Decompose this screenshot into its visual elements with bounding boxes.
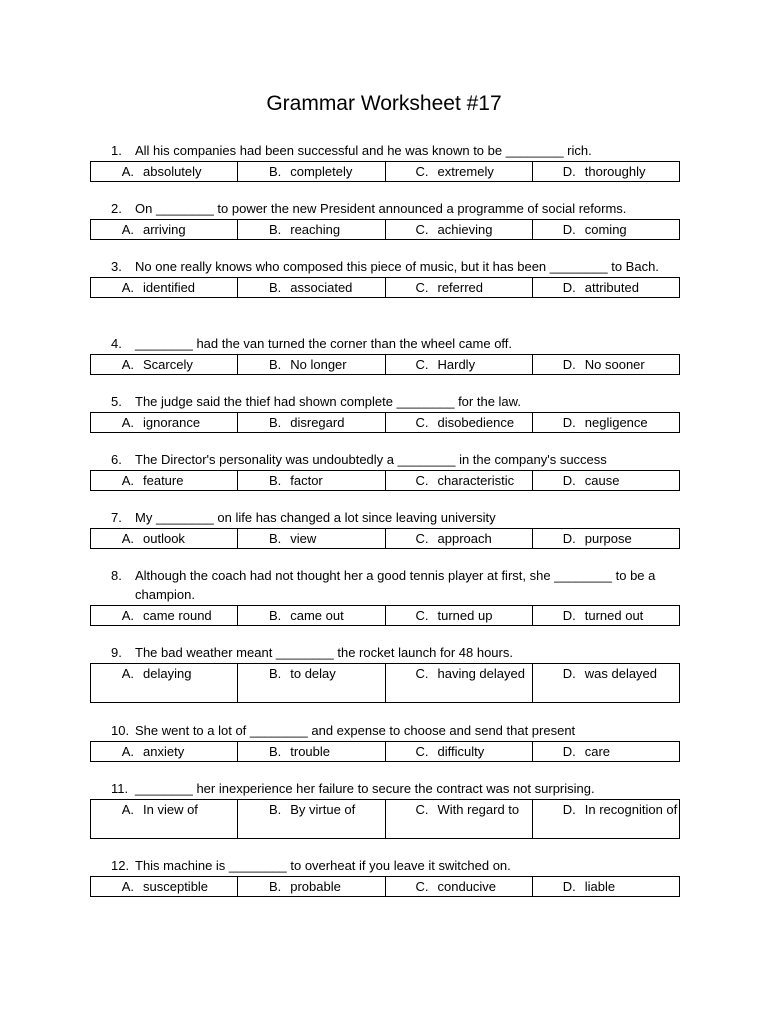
option-letter: A. — [121, 164, 134, 179]
answer-option-d[interactable] — [533, 220, 679, 239]
option-letter: A. — [121, 531, 134, 546]
question-2 — [90, 199, 680, 240]
question-number: 1. — [111, 143, 122, 158]
question-1 — [90, 141, 680, 182]
question-9 — [90, 643, 680, 703]
answer-option-a[interactable] — [91, 529, 238, 548]
question-number: 5. — [111, 394, 122, 409]
answer-option-b[interactable] — [238, 220, 385, 239]
question-10 — [90, 721, 680, 762]
option-letter: B. — [268, 608, 282, 623]
option-letter: A. — [121, 357, 134, 372]
answer-option-c[interactable] — [386, 800, 533, 838]
answer-options — [90, 412, 680, 433]
option-letter: B. — [268, 164, 282, 179]
option-text: With regard to — [437, 802, 520, 817]
question-number: 6. — [111, 452, 122, 467]
question-stem — [90, 334, 680, 353]
option-letter: D. — [562, 473, 576, 488]
option-letter: C. — [415, 280, 429, 295]
option-letter: D. — [562, 415, 576, 430]
option-text: No longer — [290, 357, 347, 372]
option-text: characteristic — [437, 473, 515, 488]
option-letter: B. — [268, 802, 282, 817]
question-text: ________ her inexperience her failure to secure the contract was not surprising. — [135, 781, 595, 796]
option-text: came out — [290, 608, 344, 623]
answer-option-c[interactable] — [386, 877, 533, 896]
option-text: Scarcely — [143, 357, 193, 372]
option-text: probable — [290, 879, 341, 894]
option-letter: C. — [415, 222, 429, 237]
option-letter: D. — [562, 666, 576, 681]
option-letter: B. — [268, 666, 282, 681]
option-text: view — [290, 531, 317, 546]
option-letter: B. — [268, 280, 282, 295]
question-number: 9. — [111, 645, 122, 660]
answer-option-d[interactable] — [533, 800, 679, 838]
option-letter: D. — [562, 280, 576, 295]
option-text: difficulty — [437, 744, 485, 759]
question-text: ________ had the van turned the corner than the wheel came off. — [135, 336, 513, 351]
question-number: 4. — [111, 336, 122, 351]
option-text: extremely — [437, 164, 494, 179]
option-text: came round — [143, 608, 212, 623]
answer-option-d[interactable] — [533, 162, 679, 181]
answer-options — [90, 741, 680, 762]
option-text: absolutely — [143, 164, 202, 179]
option-text: care — [584, 744, 611, 759]
option-text: trouble — [290, 744, 330, 759]
option-letter: A. — [121, 280, 134, 295]
option-letter: C. — [415, 608, 429, 623]
question-stem — [90, 392, 680, 411]
answer-option-b[interactable] — [238, 664, 385, 702]
option-text: outlook — [143, 531, 185, 546]
answer-option-d[interactable] — [533, 529, 679, 548]
option-text: having delayed — [437, 666, 525, 681]
option-text: No sooner — [584, 357, 645, 372]
answer-option-a[interactable] — [91, 742, 238, 761]
option-text: associated — [290, 280, 353, 295]
option-letter: D. — [562, 357, 576, 372]
option-text: thoroughly — [584, 164, 646, 179]
answer-options — [90, 663, 680, 703]
option-text: turned up — [437, 608, 493, 623]
question-text: On ________ to power the new President announced a programme of social reforms. — [135, 201, 627, 216]
option-text: attributed — [584, 280, 639, 295]
answer-options — [90, 277, 680, 298]
answer-option-c[interactable] — [386, 529, 533, 548]
question-text: This machine is ________ to overheat if you leave it switched on. — [135, 858, 511, 873]
option-text: arriving — [143, 222, 186, 237]
option-letter: C. — [415, 415, 429, 430]
option-text: anxiety — [143, 744, 185, 759]
option-letter: C. — [415, 357, 429, 372]
answer-option-c[interactable] — [386, 355, 533, 374]
answer-option-c[interactable] — [386, 278, 533, 297]
question-4 — [90, 334, 680, 375]
answer-option-a[interactable] — [91, 471, 238, 490]
question-stem — [90, 508, 680, 527]
option-text: coming — [584, 222, 627, 237]
question-number: 7. — [111, 510, 122, 525]
option-text: susceptible — [143, 879, 209, 894]
answer-option-a[interactable] — [91, 664, 238, 702]
answer-option-d[interactable] — [533, 413, 679, 432]
question-text: The judge said the thief had shown complete ________ for the law. — [135, 394, 521, 409]
option-text: delaying — [143, 666, 192, 681]
option-letter: A. — [121, 473, 134, 488]
option-letter: C. — [415, 164, 429, 179]
option-letter: C. — [415, 744, 429, 759]
option-letter: D. — [562, 222, 576, 237]
question-text: The Director's personality was undoubtedly a ________ in the company's success — [135, 452, 607, 467]
answer-options — [90, 799, 680, 839]
answer-options — [90, 528, 680, 549]
question-stem — [90, 856, 680, 875]
option-text: achieving — [437, 222, 493, 237]
option-letter: A. — [121, 415, 134, 430]
question-number: 11. — [111, 781, 129, 796]
option-text: liable — [584, 879, 616, 894]
answer-option-b[interactable] — [238, 742, 385, 761]
option-letter: D. — [562, 164, 576, 179]
answer-option-d[interactable] — [533, 355, 679, 374]
option-letter: C. — [415, 473, 429, 488]
option-text: reaching — [290, 222, 341, 237]
option-letter: B. — [268, 415, 282, 430]
question-number: 10. — [111, 723, 130, 738]
option-text: In view of — [143, 802, 198, 817]
question-stem — [90, 450, 680, 469]
answer-options — [90, 876, 680, 897]
option-letter: B. — [268, 531, 282, 546]
answer-option-d[interactable] — [533, 471, 679, 490]
question-11 — [90, 779, 680, 839]
option-text: identified — [143, 280, 196, 295]
option-letter: C. — [415, 531, 429, 546]
answer-options — [90, 605, 680, 626]
question-8 — [90, 566, 680, 626]
answer-option-c[interactable] — [386, 606, 533, 625]
question-stem — [90, 643, 680, 662]
question-text: She went to a lot of ________ and expense to choose and send that present — [135, 723, 576, 738]
answer-option-d[interactable] — [533, 664, 679, 702]
question-3 — [90, 257, 680, 298]
question-stem — [90, 566, 680, 604]
question-stem — [90, 141, 680, 160]
question-stem — [90, 257, 680, 276]
option-letter: C. — [415, 879, 429, 894]
answer-option-d[interactable] — [533, 742, 679, 761]
answer-option-c[interactable] — [386, 413, 533, 432]
question-text: The bad weather meant ________ the rocket launch for 48 hours. — [135, 645, 513, 660]
option-text: disobedience — [437, 415, 515, 430]
option-text: feature — [143, 473, 184, 488]
question-5 — [90, 392, 680, 433]
answer-option-c[interactable] — [386, 742, 533, 761]
option-text: conducive — [437, 879, 497, 894]
option-text: completely — [290, 164, 353, 179]
question-stem — [90, 199, 680, 218]
option-text: referred — [437, 280, 484, 295]
answer-option-b[interactable] — [238, 278, 385, 297]
answer-option-b[interactable] — [238, 606, 385, 625]
option-letter: D. — [562, 879, 576, 894]
question-text: My ________ on life has changed a lot since leaving university — [135, 510, 496, 525]
option-text: disregard — [290, 415, 345, 430]
answer-option-a[interactable] — [91, 606, 238, 625]
option-letter: D. — [562, 802, 576, 817]
question-stem — [90, 779, 680, 798]
question-text: All his companies had been successful and he was known to be ________ rich. — [135, 143, 592, 158]
option-text: turned out — [584, 608, 644, 623]
option-letter: B. — [268, 222, 282, 237]
option-text: was delayed — [584, 666, 658, 681]
question-number: 12. — [111, 858, 130, 873]
question-text: Although the coach had not thought her a good tennis player at first, she ________ to be a champion. — [135, 568, 656, 602]
answer-option-a[interactable] — [91, 220, 238, 239]
question-number: 3. — [111, 259, 122, 274]
option-text: to delay — [290, 666, 336, 681]
answer-option-a[interactable] — [91, 877, 238, 896]
option-text: factor — [290, 473, 323, 488]
answer-option-a[interactable] — [91, 355, 238, 374]
option-text: cause — [584, 473, 620, 488]
answer-option-b[interactable] — [238, 162, 385, 181]
option-text: By virtue of — [290, 802, 356, 817]
option-letter: B. — [268, 473, 282, 488]
option-letter: B. — [268, 357, 282, 372]
answer-option-d[interactable] — [533, 278, 679, 297]
option-letter: A. — [121, 802, 134, 817]
answer-option-a[interactable] — [91, 413, 238, 432]
answer-option-a[interactable] — [91, 800, 238, 838]
answer-option-d[interactable] — [533, 606, 679, 625]
option-text: ignorance — [143, 415, 201, 430]
option-letter: C. — [415, 802, 429, 817]
question-number: 2. — [111, 201, 122, 216]
option-letter: C. — [415, 666, 429, 681]
answer-option-d[interactable] — [533, 877, 679, 896]
answer-option-b[interactable] — [238, 355, 385, 374]
option-letter: B. — [268, 744, 282, 759]
option-letter: D. — [562, 744, 576, 759]
answer-options — [90, 470, 680, 491]
answer-option-c[interactable] — [386, 220, 533, 239]
option-letter: A. — [121, 608, 134, 623]
option-letter: A. — [121, 666, 134, 681]
answer-option-a[interactable] — [91, 162, 238, 181]
option-letter: B. — [268, 879, 282, 894]
answer-options — [90, 219, 680, 240]
option-letter: A. — [121, 222, 134, 237]
answer-option-c[interactable] — [386, 664, 533, 702]
option-text: purpose — [584, 531, 632, 546]
option-text: negligence — [584, 415, 648, 430]
question-12 — [90, 856, 680, 897]
question-number: 8. — [111, 568, 122, 583]
answer-option-b[interactable] — [238, 529, 385, 548]
answer-option-c[interactable] — [386, 162, 533, 181]
option-letter: D. — [562, 531, 576, 546]
question-7 — [90, 508, 680, 549]
answer-option-b[interactable] — [238, 800, 385, 838]
question-6 — [90, 450, 680, 491]
answer-option-a[interactable] — [91, 278, 238, 297]
answer-option-b[interactable] — [238, 877, 385, 896]
option-text: In recognition of — [584, 802, 678, 817]
question-text: No one really knows who composed this piece of music, but it has been ________ to Bach. — [135, 259, 659, 274]
page-title: Grammar Worksheet #17 — [266, 92, 502, 115]
option-text: Hardly — [437, 357, 476, 372]
question-stem — [90, 721, 680, 740]
answer-option-b[interactable] — [238, 471, 385, 490]
answer-options — [90, 161, 680, 182]
option-letter: A. — [121, 744, 134, 759]
answer-option-c[interactable] — [386, 471, 533, 490]
option-letter: A. — [121, 879, 134, 894]
option-text: approach — [437, 531, 492, 546]
option-letter: D. — [562, 608, 576, 623]
answer-option-b[interactable] — [238, 413, 385, 432]
answer-options — [90, 354, 680, 375]
